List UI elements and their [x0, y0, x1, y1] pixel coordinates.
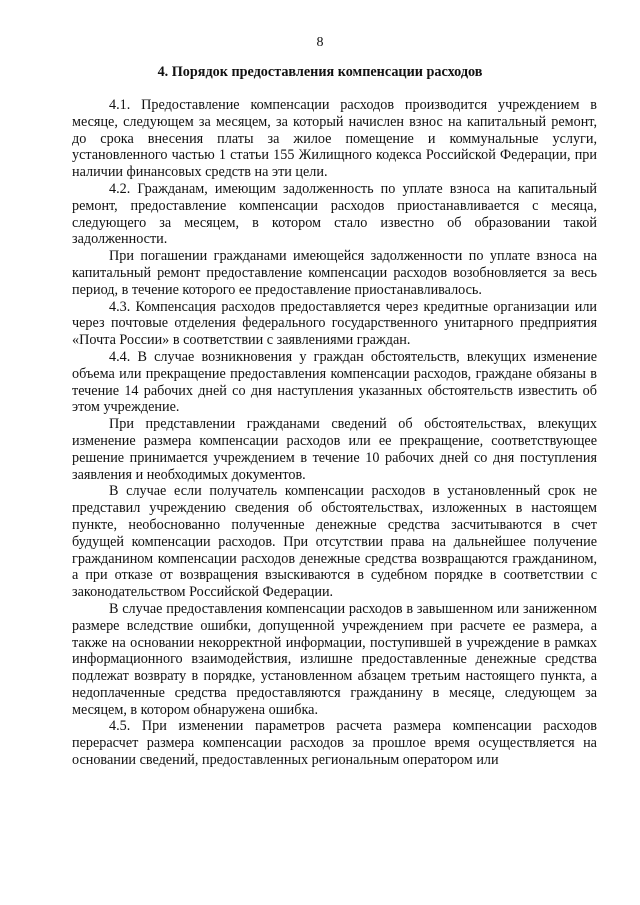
- paragraph-4-4-error: В случае предоставления компенсации расходов в завышенном или заниженном размере вследствие ошибки, допущенной учреждением при расчете ее размера, а также на основании некорректной информации, поступившей в учреждение в рамках информационного взаимодействия, излишне предоставленные денежные средства подлежат возврату в порядке, установленном абзацем третьим настоящего пункта, а недоплаченные средства предоставляются гражданину в месяце, следующем за месяцем, в котором обнаружена ошибка.: [72, 600, 597, 718]
- document-body: [72, 97, 597, 769]
- paragraph-4-2: 4.2. Гражданам, имеющим задолженность по уплате взноса на капитальный ремонт, предоставление компенсации расходов приостанавливается с месяца, следующего за месяцем, в котором стало известно об образовании такой задолженности.: [72, 180, 597, 248]
- paragraph-4-5: 4.5. При изменении параметров расчета размера компенсации расходов перерасчет размера компенсации расходов за прошлое время осуществляется на основании сведений, предоставленных региональным оператором или: [72, 718, 597, 769]
- paragraph-4-3: 4.3. Компенсация расходов предоставляется через кредитные организации или через почтовые отделения федерального государственного унитарного предприятия «Почта России» в соответствии с заявлениями граждан.: [72, 298, 597, 349]
- section-title: 4. Порядок предоставления компенсации расходов: [157, 64, 483, 80]
- paragraph-4-1: 4.1. Предоставление компенсации расходов производится учреждением в месяце, следующем за месяцем, за который начислен взнос на капитальный ремонт, до срока внесения платы за жилое помещение и коммунальные услуги, установленного частью 1 статьи 155 Жилищного кодекса Российской Федерации, при наличии финансовых средств на эти цели.: [72, 97, 597, 181]
- page-number: 8: [316, 35, 324, 50]
- paragraph-4-4-decision: При представлении гражданами сведений об обстоятельствах, влекущих изменение размера компенсации расходов или ее прекращение, соответствующее решение принимается учреждением в течение 10 рабочих дней со дня поступления заявления и необходимых документов.: [72, 416, 597, 483]
- paragraph-4-4-offset: В случае если получатель компенсации расходов в установленный срок не представил учреждению сведения об обстоятельствах, изложенных в настоящем пункте, необоснованно полученные денежные средства засчитываются в счет будущей компенсации расходов. При отсутствии права на дальнейшее получение гражданином компенсации расходов денежные средства возвращаются гражданином, а при отказе от возвращения взыскиваются в судебном порядке в соответствии с законодательством Российской Федерации.: [72, 483, 597, 601]
- paragraph-4-2-resumption: При погашении гражданами имеющейся задолженности по уплате взноса на капитальный ремонт предоставление компенсации расходов возобновляется за весь период, в течение которого ее предоставление приостанавливалось.: [72, 248, 597, 298]
- paragraph-4-4: 4.4. В случае возникновения у граждан обстоятельств, влекущих изменение объема или прекращение предоставления компенсации расходов, граждане обязаны в течение 14 рабочих дней со дня наступления указанных обстоятельств известить об этом учреждение.: [72, 348, 597, 416]
